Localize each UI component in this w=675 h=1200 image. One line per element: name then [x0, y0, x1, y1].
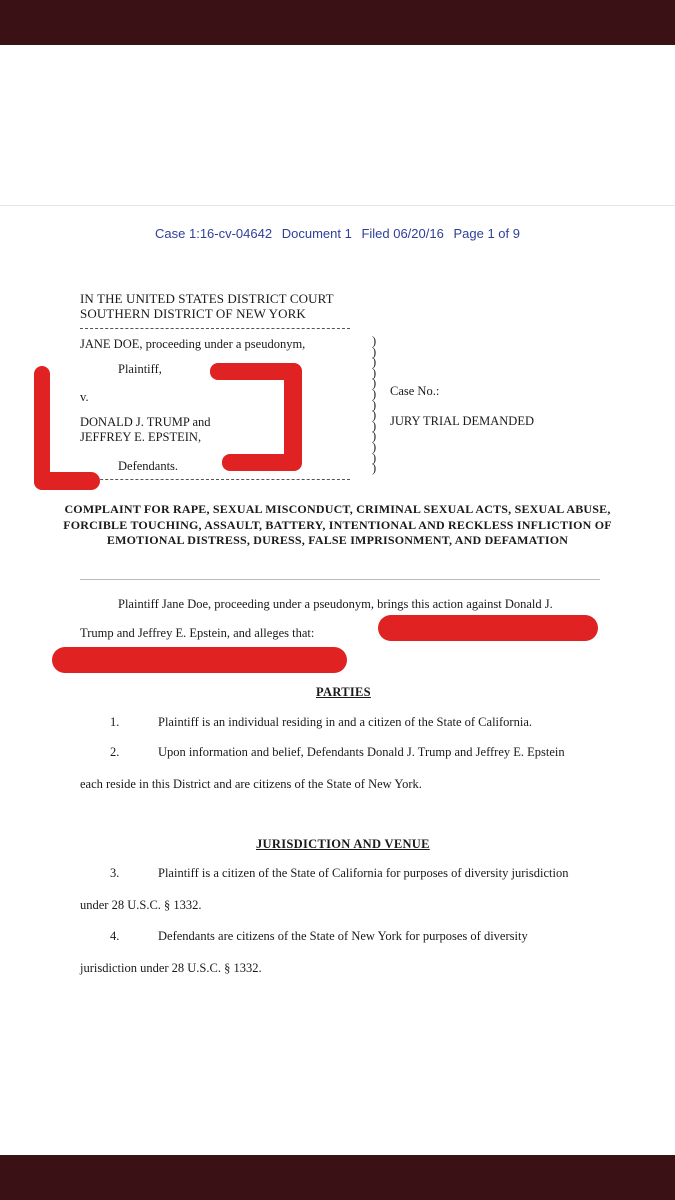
- court-line-1: IN THE UNITED STATES DISTRICT COURT: [80, 291, 334, 306]
- intro-line-1: Plaintiff Jane Doe, proceeding under a pseudonym, brings this action against Donald J.: [118, 597, 553, 611]
- caption-parentheses: ) ) ) ) ) ) ) ) ) ) ) ) ): [372, 334, 377, 476]
- para-2-text-line-2: each reside in this District and are citizens of the State of New York.: [80, 777, 422, 791]
- versus: v.: [80, 390, 89, 404]
- pdf-header: [0, 226, 675, 241]
- para-4-text-line-1: Defendants are citizens of the State of New York for purposes of diversity: [158, 929, 528, 943]
- para-2-number: 2.: [110, 745, 120, 759]
- defendant-1: DONALD J. TRUMP and: [80, 415, 211, 429]
- red-annotation-left-horizontal: [34, 472, 100, 490]
- para-3-text-line-2: under 28 U.S.C. § 1332.: [80, 898, 202, 912]
- intro-line-2: Trump and Jeffrey E. Epstein, and alleges that:: [80, 626, 315, 640]
- red-redaction-mark-2: [52, 647, 347, 673]
- plaintiff-label: Plaintiff,: [118, 362, 162, 376]
- caption-divider-top: [80, 328, 350, 329]
- red-annotation-bracket-bottom: [222, 454, 302, 471]
- title-rule: [80, 579, 600, 580]
- document-number: Document 1: [281, 226, 352, 241]
- complaint-title: COMPLAINT FOR RAPE, SEXUAL MISCONDUCT, CRIMINAL SEXUAL ACTS, SEXUAL ABUSE, FORCIBLE TOUCHING, ASSAULT, BATTERY, INTENTIONAL AND RECKLESS INFLICTION OF EMOTIONAL DISTRESS, DURESS, FALSE IMPRISONMENT, AND DEFAMATION: [63, 502, 612, 547]
- para-1-number: 1.: [110, 715, 120, 729]
- court-line-2: SOUTHERN DISTRICT OF NEW YORK: [80, 306, 306, 321]
- top-frame-bar: [0, 0, 675, 45]
- case-number: Case 1:16-cv-04642: [155, 226, 273, 241]
- page-indicator: Page 1 of 9: [453, 226, 520, 241]
- para-3-number: 3.: [110, 866, 120, 880]
- para-4-text-line-2: jurisdiction under 28 U.S.C. § 1332.: [80, 961, 262, 975]
- bottom-frame-bar: [0, 1155, 675, 1200]
- plaintiff-name: JANE DOE, proceeding under a pseudonym,: [80, 337, 306, 351]
- caption-divider-bottom: [80, 479, 350, 480]
- para-1-text: Plaintiff is an individual residing in and a citizen of the State of California.: [158, 715, 532, 729]
- filed-date: Filed 06/20/16: [361, 226, 444, 241]
- parties-heading: PARTIES: [316, 685, 371, 699]
- para-3-text-line-1: Plaintiff is a citizen of the State of California for purposes of diversity jurisdiction: [158, 866, 569, 880]
- defendant-2: JEFFREY E. EPSTEIN,: [80, 430, 202, 444]
- para-4-number: 4.: [110, 929, 120, 943]
- case-no-label: Case No.:: [390, 384, 440, 398]
- para-2-text-line-1: Upon information and belief, Defendants Donald J. Trump and Jeffrey E. Epstein: [158, 745, 565, 759]
- red-redaction-mark-1: [378, 615, 598, 641]
- jury-trial-demanded: JURY TRIAL DEMANDED: [390, 414, 534, 428]
- jurisdiction-heading: JURISDICTION AND VENUE: [256, 837, 430, 851]
- defendants-label: Defendants.: [118, 459, 179, 473]
